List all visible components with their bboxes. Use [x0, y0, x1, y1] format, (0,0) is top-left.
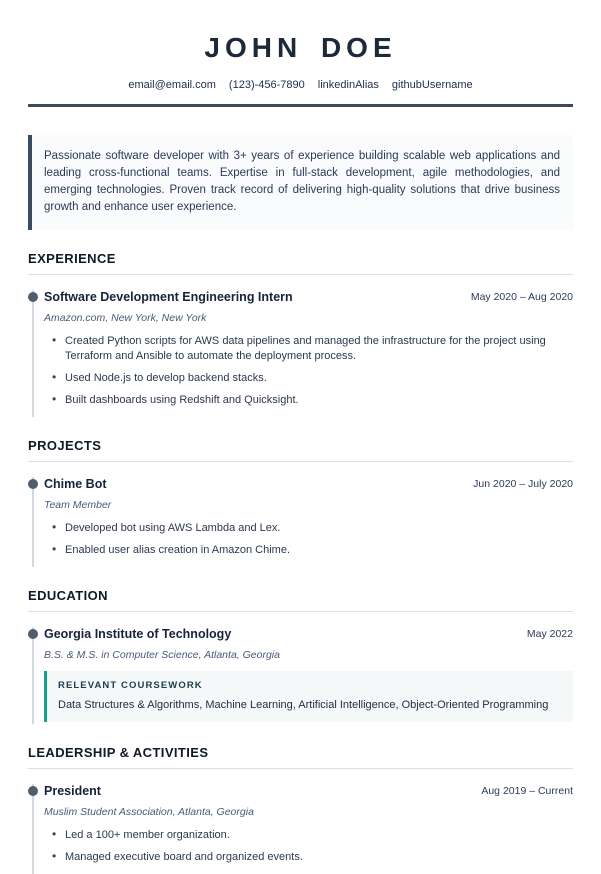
contact-item: (123)-456-7890	[228, 79, 305, 91]
contact-item: email@email.com	[128, 79, 216, 91]
page-title: JOHN DOE	[204, 32, 397, 63]
summary-block: Passionate software developer with 3+ years of experience building scalable web applications and leading cross-functional teams. Expertise in full-stack development, agile methodologies, and emerging technologies. Proven track record of delivering high-quality solutions that drive business growth and enhance user experience.	[28, 135, 573, 230]
entry	[32, 290, 573, 417]
entry-title: Software Development Engineering Intern	[44, 290, 293, 304]
coursework-callout	[44, 671, 573, 722]
entry-subtitle: B.S. & M.S. in Computer Science, Atlanta, Georgia	[44, 649, 280, 661]
entry-date: May 2020 – Aug 2020	[470, 291, 573, 303]
section-title: PROJECTS	[28, 438, 102, 453]
header-divider	[28, 104, 573, 107]
bullet-item: • Led a 100+ member organization.	[52, 828, 573, 843]
bullet-item: • Built dashboards using Redshift and Quicksight.	[52, 393, 573, 408]
entry-subtitle: Team Member	[44, 499, 112, 511]
section-education	[28, 588, 573, 724]
entry	[32, 784, 573, 874]
entry-title: President	[44, 784, 101, 798]
sections	[28, 251, 573, 874]
entry-bullets	[44, 334, 573, 408]
entry-subtitle: Amazon.com, New York, New York	[44, 312, 207, 324]
entry-title: Chime Bot	[44, 477, 107, 491]
entry-header	[44, 290, 573, 304]
entry-header	[44, 627, 573, 641]
section-divider	[28, 611, 573, 612]
entry-title: Georgia Institute of Technology	[44, 627, 232, 641]
entry-header	[44, 784, 573, 798]
contact-row	[28, 79, 573, 91]
section-leadership-activities	[28, 745, 573, 874]
entry-bullets	[44, 521, 573, 558]
entry-date: Jun 2020 – July 2020	[473, 478, 573, 490]
entry-subtitle: Muslim Student Association, Atlanta, Georgia	[44, 806, 254, 818]
bullet-item: • Used Node.js to develop backend stacks.	[52, 371, 573, 386]
contact-item: githubUsername	[391, 79, 473, 91]
coursework-content: Data Structures & Algorithms, Machine Learning, Artificial Intelligence, Object-Oriented Programming	[58, 699, 549, 711]
section-projects	[28, 438, 573, 567]
coursework-label: RELEVANT COURSEWORK	[58, 680, 203, 691]
section-divider	[28, 461, 573, 462]
section-title: LEADERSHIP & ACTIVITIES	[28, 745, 209, 760]
bullet-item: • Developed bot using AWS Lambda and Lex.	[52, 521, 573, 536]
entry	[32, 477, 573, 567]
section-divider	[28, 274, 573, 275]
bullet-item: • Enabled user alias creation in Amazon Chime.	[52, 543, 573, 558]
section-divider	[28, 768, 573, 769]
section-title: EDUCATION	[28, 588, 108, 603]
entry-bullets	[44, 828, 573, 865]
section-experience	[28, 251, 573, 417]
entry-date: Aug 2019 – Current	[481, 785, 573, 797]
bullet-item: • Managed executive board and organized events.	[52, 850, 573, 865]
entry-date: May 2022	[526, 628, 573, 640]
entry	[32, 627, 573, 724]
section-title: EXPERIENCE	[28, 251, 116, 266]
entry-header	[44, 477, 573, 491]
bullet-item: • Created Python scripts for AWS data pipelines and managed the infrastructure for the project using Terraform and Ansible to automate the deployment process.	[52, 334, 573, 364]
contact-item: linkedinAlias	[317, 79, 379, 91]
